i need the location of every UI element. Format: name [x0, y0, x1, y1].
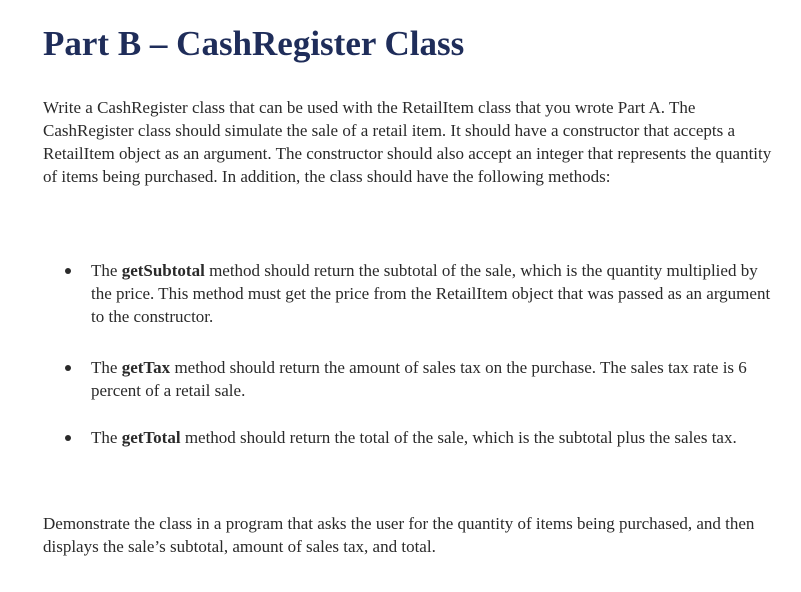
intro-paragraph: Write a CashRegister class that can be used with the RetailItem class that you wrote Part A. The CashRegister class should simulate the sale of a retail item. It should have a constructor that accepts a RetailItem object as an argument. The constructor should also accept an integer that represents the quantity of items being purchased. In addition, the class should have the following methods: [43, 98, 772, 186]
bullet-text: method should return the total of the sale, which is the subtotal plus the sales tax. [180, 428, 737, 447]
bullet-text: method should return the amount of sales tax on the purchase. The sales tax rate is 6 percent of a retail sale. [91, 358, 747, 400]
bullet-item-gettax [91, 356, 771, 402]
method-name: getTax [121, 358, 171, 377]
bullet-lead: The [91, 358, 122, 377]
page-title: Part B – CashRegister Class [43, 24, 465, 63]
bullet-lead: The [91, 261, 122, 280]
bullet-item-getsubtotal [91, 259, 771, 328]
method-name: getSubtotal [121, 261, 205, 280]
bullet-icon [65, 268, 71, 274]
bullet-icon [65, 435, 71, 441]
bullet-item-gettotal [91, 426, 771, 449]
outro-paragraph: Demonstrate the class in a program that asks the user for the quantity of items being purchased, and then displays the sale’s subtotal, amount of sales tax, and total. [43, 514, 755, 556]
method-name: getTotal [121, 428, 181, 447]
bullet-lead: The [91, 428, 122, 447]
bullet-text: method should return the subtotal of the sale, which is the quantity multiplied by the price. This method must get the price from the RetailItem object that was passed as an argument to the constructor. [91, 261, 771, 326]
bullet-icon [65, 365, 71, 371]
